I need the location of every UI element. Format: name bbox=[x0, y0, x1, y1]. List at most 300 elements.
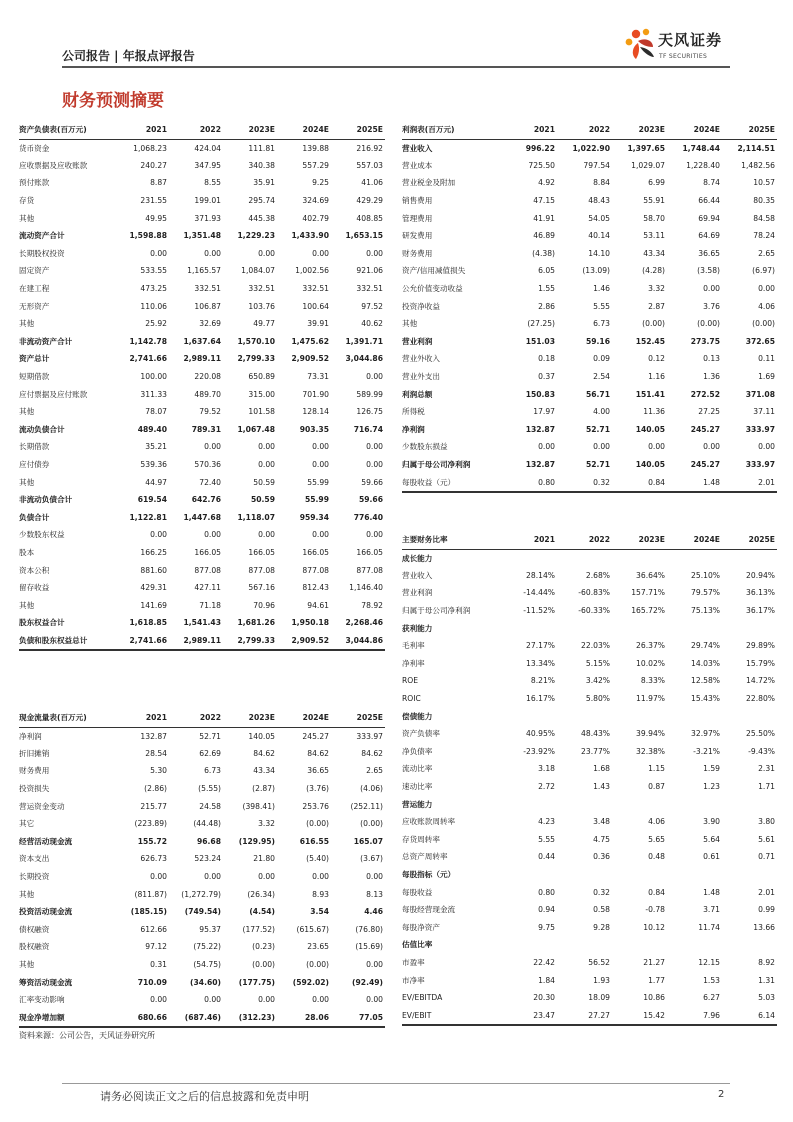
value-cell: 2.01 bbox=[758, 477, 775, 487]
table-row bbox=[19, 921, 385, 939]
balance-sheet-table bbox=[19, 120, 385, 649]
year-header-cell: 2023E bbox=[223, 708, 277, 727]
table-row bbox=[19, 1009, 385, 1027]
value-cell: 0.00 bbox=[366, 530, 383, 540]
value-cell: 157.71% bbox=[631, 588, 665, 598]
row-label: 其他 bbox=[19, 477, 35, 487]
value-cell: 8.13 bbox=[366, 889, 383, 899]
table-row bbox=[402, 567, 777, 585]
value-cell: 1.48 bbox=[703, 887, 720, 897]
year-header-cell: 2025E bbox=[722, 120, 777, 139]
value-cell: 0.00 bbox=[538, 442, 555, 452]
row-label: 速动比率 bbox=[402, 782, 433, 792]
year-header-cell: 2022 bbox=[169, 708, 223, 727]
row-label: 无形资产 bbox=[19, 301, 50, 311]
value-cell: 44.97 bbox=[145, 477, 167, 487]
value-cell: 701.90 bbox=[302, 389, 329, 399]
balance-sheet-bottom-rule bbox=[19, 649, 385, 651]
value-cell bbox=[502, 549, 557, 567]
value-cell: 106.87 bbox=[194, 301, 221, 311]
value-cell: 0.00 bbox=[204, 872, 221, 882]
value-cell: 3,044.86 bbox=[345, 354, 383, 364]
value-cell: 28.06 bbox=[304, 1012, 329, 1022]
row-label: 每股净资产 bbox=[402, 922, 440, 932]
value-cell: 3.71 bbox=[703, 905, 720, 915]
value-cell bbox=[612, 795, 667, 813]
value-cell: (2.87) bbox=[252, 784, 275, 794]
value-cell bbox=[557, 936, 612, 954]
value-cell: 2,114.51 bbox=[737, 143, 775, 153]
value-cell: 103.76 bbox=[248, 301, 275, 311]
value-cell: 0.44 bbox=[538, 852, 555, 862]
value-cell: 0.09 bbox=[593, 354, 610, 364]
row-label: 留存收益 bbox=[19, 583, 50, 593]
value-cell: (4.38) bbox=[532, 248, 555, 258]
value-cell: 43.34 bbox=[643, 248, 665, 258]
row-label: 管理费用 bbox=[402, 213, 433, 223]
row-label: 营业外支出 bbox=[402, 372, 440, 382]
value-cell: 8.55 bbox=[204, 178, 221, 188]
value-cell: -60.83% bbox=[578, 588, 610, 598]
value-cell: 3.42% bbox=[585, 676, 610, 686]
value-cell: 612.66 bbox=[140, 924, 167, 934]
value-cell: 311.33 bbox=[140, 389, 167, 399]
value-cell: 1,122.81 bbox=[129, 512, 167, 522]
value-cell: 725.50 bbox=[528, 160, 555, 170]
value-cell: 46.89 bbox=[533, 231, 555, 241]
row-label: 固定资产 bbox=[19, 266, 50, 276]
row-label: 净利润 bbox=[402, 424, 425, 434]
value-cell: 0.00 bbox=[366, 872, 383, 882]
value-cell: 6.99 bbox=[648, 178, 665, 188]
row-label: 每股经营现金流 bbox=[402, 905, 456, 915]
source-note: 资料来源：公司公告，天风证券研究所 bbox=[19, 1031, 155, 1040]
value-cell: (252.11) bbox=[350, 801, 383, 811]
table-row bbox=[402, 760, 777, 778]
value-cell: 1.36 bbox=[703, 372, 720, 382]
value-cell: 52.71 bbox=[585, 459, 610, 469]
value-cell: 5.80% bbox=[585, 694, 610, 704]
value-cell: (5.55) bbox=[198, 784, 221, 794]
value-cell: 9.28 bbox=[593, 922, 610, 932]
value-cell bbox=[667, 795, 722, 813]
table-row bbox=[402, 139, 777, 157]
value-cell: 94.61 bbox=[307, 600, 329, 610]
value-cell: 533.55 bbox=[140, 266, 167, 276]
value-cell: 8.84 bbox=[593, 178, 610, 188]
value-cell: 8.74 bbox=[703, 178, 720, 188]
value-cell bbox=[722, 936, 777, 954]
value-cell: 29.89% bbox=[746, 641, 775, 651]
value-cell: 2.87 bbox=[648, 301, 665, 311]
table-row bbox=[402, 438, 777, 456]
year-header-cell: 2021 bbox=[115, 708, 169, 727]
value-cell: 0.00 bbox=[150, 530, 167, 540]
table-title-cell: 主要财务比率 bbox=[402, 530, 502, 549]
value-cell: 1,397.65 bbox=[627, 143, 665, 153]
value-cell: 0.00 bbox=[258, 459, 275, 469]
value-cell: 39.94% bbox=[636, 729, 665, 739]
value-cell: (0.00) bbox=[252, 960, 275, 970]
table-row bbox=[19, 139, 385, 157]
value-cell: 1,118.07 bbox=[237, 512, 275, 522]
value-cell: 0.00 bbox=[312, 442, 329, 452]
value-cell: 23.77% bbox=[581, 746, 610, 756]
value-cell: 10.02% bbox=[636, 658, 665, 668]
value-cell: 139.88 bbox=[302, 143, 329, 153]
value-cell: 2.65 bbox=[758, 248, 775, 258]
value-cell: 4.00 bbox=[593, 407, 610, 417]
value-cell: 79.57% bbox=[691, 588, 720, 598]
value-cell: 680.66 bbox=[137, 1012, 167, 1022]
value-cell: 20.30 bbox=[533, 993, 555, 1003]
value-cell bbox=[722, 619, 777, 637]
table-row bbox=[402, 936, 777, 954]
table-title-cell: 现金流量表(百万元) bbox=[19, 708, 115, 727]
value-cell: 95.37 bbox=[199, 924, 221, 934]
value-cell: 0.71 bbox=[758, 852, 775, 862]
value-cell: 2,989.11 bbox=[183, 354, 221, 364]
table-row bbox=[19, 614, 385, 632]
table-row bbox=[19, 368, 385, 386]
table-row bbox=[402, 297, 777, 315]
income-statement-bottom-rule bbox=[402, 491, 777, 493]
value-cell: 110.06 bbox=[140, 301, 167, 311]
value-cell bbox=[667, 936, 722, 954]
row-label: 资产/信用减值损失 bbox=[402, 266, 466, 276]
row-label: 资本支出 bbox=[19, 854, 50, 864]
value-cell: 166.05 bbox=[194, 547, 221, 557]
row-label: 折旧摊销 bbox=[19, 748, 50, 758]
row-label: 所得税 bbox=[402, 407, 425, 417]
value-cell: 8.93 bbox=[312, 889, 329, 899]
table-header-row bbox=[19, 120, 385, 139]
table-row bbox=[402, 262, 777, 280]
income-statement-table bbox=[402, 120, 777, 491]
value-cell: 408.85 bbox=[356, 213, 383, 223]
value-cell: 47.15 bbox=[533, 196, 555, 206]
value-cell: 340.38 bbox=[248, 160, 275, 170]
value-cell: 17.97 bbox=[533, 407, 555, 417]
table-row bbox=[19, 850, 385, 868]
table-title-cell: 资产负债表(百万元) bbox=[19, 120, 115, 139]
value-cell: 55.99 bbox=[304, 495, 329, 505]
value-cell: 272.52 bbox=[690, 389, 720, 399]
value-cell: 97.12 bbox=[145, 942, 167, 952]
value-cell: (0.00) bbox=[752, 319, 775, 329]
value-cell: 141.69 bbox=[140, 600, 167, 610]
value-cell: 427.11 bbox=[194, 583, 221, 593]
value-cell bbox=[612, 936, 667, 954]
value-cell: 3.54 bbox=[310, 907, 329, 917]
value-cell: 1.43 bbox=[593, 782, 610, 792]
table-row bbox=[402, 971, 777, 989]
value-cell bbox=[557, 866, 612, 884]
value-cell: 402.79 bbox=[302, 213, 329, 223]
row-label: 非流动负债合计 bbox=[19, 495, 73, 505]
value-cell: 15.43% bbox=[691, 694, 720, 704]
table-row bbox=[19, 762, 385, 780]
value-cell: 32.38% bbox=[636, 746, 665, 756]
table-row bbox=[19, 245, 385, 263]
table-row bbox=[19, 192, 385, 210]
value-cell: 2,268.46 bbox=[345, 618, 383, 628]
value-cell: 84.62 bbox=[253, 748, 275, 758]
value-cell: 333.97 bbox=[356, 731, 383, 741]
value-cell: 6.27 bbox=[703, 993, 720, 1003]
table-row bbox=[19, 350, 385, 368]
row-label: 非流动资产合计 bbox=[19, 336, 73, 346]
row-label: 资本公积 bbox=[19, 565, 50, 575]
value-cell: (0.00) bbox=[306, 819, 329, 829]
value-cell: 1,570.10 bbox=[237, 336, 275, 346]
value-cell: (177.75) bbox=[238, 977, 275, 987]
row-label: 长期股权投资 bbox=[19, 248, 65, 258]
value-cell: 8.33% bbox=[640, 676, 665, 686]
table-row bbox=[19, 209, 385, 227]
value-cell bbox=[722, 866, 777, 884]
table-row bbox=[402, 795, 777, 813]
value-cell: 55.91 bbox=[643, 196, 665, 206]
table-row bbox=[402, 421, 777, 439]
value-cell: 140.05 bbox=[635, 459, 665, 469]
value-cell: 0.00 bbox=[366, 459, 383, 469]
value-cell: 1,068.23 bbox=[133, 143, 167, 153]
table-row bbox=[402, 848, 777, 866]
value-cell: 2,741.66 bbox=[129, 354, 167, 364]
row-label: 投资净收益 bbox=[402, 301, 440, 311]
table-row bbox=[402, 954, 777, 972]
value-cell: (4.28) bbox=[642, 266, 665, 276]
value-cell: 26.37% bbox=[636, 641, 665, 651]
value-cell: 128.14 bbox=[302, 407, 329, 417]
value-cell: 347.95 bbox=[194, 160, 221, 170]
value-cell: 5.65 bbox=[648, 834, 665, 844]
value-cell: 473.25 bbox=[140, 284, 167, 294]
table-row bbox=[19, 868, 385, 886]
value-cell: 789.31 bbox=[191, 424, 221, 434]
value-cell: 6.73 bbox=[593, 319, 610, 329]
row-label: 归属于母公司净利润 bbox=[402, 459, 471, 469]
year-header-cell: 2023E bbox=[612, 120, 667, 139]
value-cell: 23.47 bbox=[533, 1010, 555, 1020]
table-row bbox=[402, 602, 777, 620]
table-title-cell: 利润表(百万元) bbox=[402, 120, 502, 139]
value-cell: 77.05 bbox=[358, 1012, 383, 1022]
year-header-cell: 2023E bbox=[612, 530, 667, 549]
value-cell: 372.65 bbox=[745, 336, 775, 346]
value-cell: 1,084.07 bbox=[241, 266, 275, 276]
value-cell: (92.49) bbox=[352, 977, 383, 987]
value-cell: (687.46) bbox=[184, 1012, 221, 1022]
table-row bbox=[402, 315, 777, 333]
value-cell: 1.53 bbox=[703, 975, 720, 985]
logo-leaf-c bbox=[640, 47, 654, 57]
table-row bbox=[19, 797, 385, 815]
value-cell: 1,681.26 bbox=[237, 618, 275, 628]
table-row bbox=[19, 991, 385, 1009]
value-cell: (4.54) bbox=[249, 907, 275, 917]
value-cell: 0.18 bbox=[538, 354, 555, 364]
row-label: 投资损失 bbox=[19, 784, 50, 794]
table-row bbox=[19, 938, 385, 956]
table-row bbox=[402, 584, 777, 602]
table-row bbox=[19, 544, 385, 562]
table-row bbox=[402, 866, 777, 884]
value-cell bbox=[557, 707, 612, 725]
table-row bbox=[19, 385, 385, 403]
value-cell: 1.69 bbox=[758, 372, 775, 382]
row-label: 应付票据及应付账款 bbox=[19, 389, 88, 399]
value-cell: 812.43 bbox=[302, 583, 329, 593]
table-row bbox=[19, 526, 385, 544]
value-cell: 40.62 bbox=[361, 319, 383, 329]
table-row bbox=[19, 333, 385, 351]
value-cell: 797.54 bbox=[583, 160, 610, 170]
year-header-cell: 2023E bbox=[223, 120, 277, 139]
value-cell: 523.24 bbox=[194, 854, 221, 864]
value-cell: 3.32 bbox=[258, 819, 275, 829]
value-cell: (177.52) bbox=[242, 924, 275, 934]
value-cell: 1,618.85 bbox=[129, 618, 167, 628]
value-cell: 10.57 bbox=[753, 178, 775, 188]
row-label: 营运能力 bbox=[402, 799, 433, 809]
value-cell: 43.34 bbox=[253, 766, 275, 776]
value-cell: 570.36 bbox=[194, 459, 221, 469]
value-cell: 333.97 bbox=[745, 424, 775, 434]
value-cell: 18.09 bbox=[588, 993, 610, 1003]
value-cell: 4.92 bbox=[538, 178, 555, 188]
value-cell: 64.69 bbox=[698, 231, 720, 241]
row-label: 其他 bbox=[19, 213, 35, 223]
value-cell: 0.87 bbox=[648, 782, 665, 792]
value-cell: 22.03% bbox=[581, 641, 610, 651]
value-cell bbox=[722, 795, 777, 813]
value-cell: 166.05 bbox=[248, 547, 275, 557]
year-header-cell: 2025E bbox=[331, 120, 385, 139]
table-row bbox=[402, 403, 777, 421]
row-label: 销售费用 bbox=[402, 196, 433, 206]
value-cell: 27.27 bbox=[588, 1010, 610, 1020]
value-cell: 58.70 bbox=[643, 213, 665, 223]
value-cell: 0.00 bbox=[258, 248, 275, 258]
row-label: 存货周转率 bbox=[402, 834, 440, 844]
value-cell: 619.54 bbox=[137, 495, 167, 505]
table-row bbox=[19, 174, 385, 192]
table-row bbox=[402, 655, 777, 673]
value-cell: 41.06 bbox=[361, 178, 383, 188]
value-cell: 0.00 bbox=[312, 995, 329, 1005]
value-cell: (0.00) bbox=[306, 960, 329, 970]
value-cell: 165.72% bbox=[631, 606, 665, 616]
value-cell: 877.08 bbox=[248, 565, 275, 575]
value-cell: 100.64 bbox=[302, 301, 329, 311]
value-cell: 295.74 bbox=[248, 196, 275, 206]
value-cell: 424.04 bbox=[194, 143, 221, 153]
value-cell: 1.68 bbox=[593, 764, 610, 774]
year-header-cell: 2024E bbox=[277, 120, 331, 139]
value-cell: 48.43% bbox=[581, 729, 610, 739]
value-cell bbox=[557, 549, 612, 567]
value-cell: 2.65 bbox=[366, 766, 383, 776]
value-cell: 140.05 bbox=[248, 731, 275, 741]
row-label: 债权融资 bbox=[19, 924, 50, 934]
row-label: 其他 bbox=[19, 600, 35, 610]
row-label: 其它 bbox=[19, 819, 35, 829]
value-cell: 14.03% bbox=[691, 658, 720, 668]
value-cell: 3.48 bbox=[593, 817, 610, 827]
value-cell: 1.84 bbox=[538, 975, 555, 985]
value-cell: 80.35 bbox=[753, 196, 775, 206]
table-row bbox=[402, 549, 777, 567]
company-logo bbox=[622, 25, 734, 69]
table-row bbox=[402, 918, 777, 936]
row-label: 净利率 bbox=[402, 658, 425, 668]
value-cell: 0.00 bbox=[258, 872, 275, 882]
value-cell bbox=[667, 619, 722, 637]
value-cell bbox=[612, 707, 667, 725]
table-row bbox=[402, 619, 777, 637]
value-cell bbox=[612, 866, 667, 884]
row-label: 应收票据及应收账款 bbox=[19, 160, 88, 170]
value-cell: 140.05 bbox=[635, 424, 665, 434]
value-cell: 40.95% bbox=[526, 729, 555, 739]
value-cell: 22.80% bbox=[746, 694, 775, 704]
value-cell: 84.62 bbox=[307, 748, 329, 758]
value-cell bbox=[667, 707, 722, 725]
value-cell: 166.25 bbox=[140, 547, 167, 557]
table-row bbox=[19, 632, 385, 650]
value-cell: 84.62 bbox=[361, 748, 383, 758]
row-label: ROIC bbox=[402, 694, 421, 704]
value-cell: 70.96 bbox=[253, 600, 275, 610]
value-cell: 32.97% bbox=[691, 729, 720, 739]
value-cell: 84.58 bbox=[753, 213, 775, 223]
table-row bbox=[19, 596, 385, 614]
value-cell: 150.83 bbox=[525, 389, 555, 399]
row-label: 营业外收入 bbox=[402, 354, 440, 364]
value-cell: 7.96 bbox=[703, 1010, 720, 1020]
value-cell: 28.14% bbox=[526, 570, 555, 580]
value-cell: 2.01 bbox=[758, 887, 775, 897]
row-label: 汇率变动影响 bbox=[19, 995, 65, 1005]
value-cell: 0.99 bbox=[758, 905, 775, 915]
value-cell bbox=[502, 707, 557, 725]
value-cell: 55.99 bbox=[307, 477, 329, 487]
table-header-row bbox=[402, 120, 777, 139]
value-cell: 0.00 bbox=[204, 248, 221, 258]
year-header-cell: 2021 bbox=[115, 120, 169, 139]
value-cell: (749.54) bbox=[184, 907, 221, 917]
value-cell: 37.11 bbox=[753, 407, 775, 417]
value-cell: (592.02) bbox=[292, 977, 329, 987]
value-cell: 1,029.07 bbox=[631, 160, 665, 170]
value-cell: 245.27 bbox=[690, 459, 720, 469]
value-cell: 1,637.64 bbox=[183, 336, 221, 346]
row-label: 货币资金 bbox=[19, 143, 50, 153]
value-cell: 557.03 bbox=[356, 160, 383, 170]
value-cell: 52.71 bbox=[585, 424, 610, 434]
value-cell: 231.55 bbox=[140, 196, 167, 206]
value-cell: 650.89 bbox=[248, 372, 275, 382]
logo-dot-b bbox=[643, 29, 649, 35]
value-cell: (811.87) bbox=[134, 889, 167, 899]
value-cell: 36.65 bbox=[307, 766, 329, 776]
logo-leaf-b bbox=[633, 43, 639, 59]
table-row bbox=[402, 227, 777, 245]
table-row bbox=[19, 833, 385, 851]
value-cell: 36.64% bbox=[636, 570, 665, 580]
